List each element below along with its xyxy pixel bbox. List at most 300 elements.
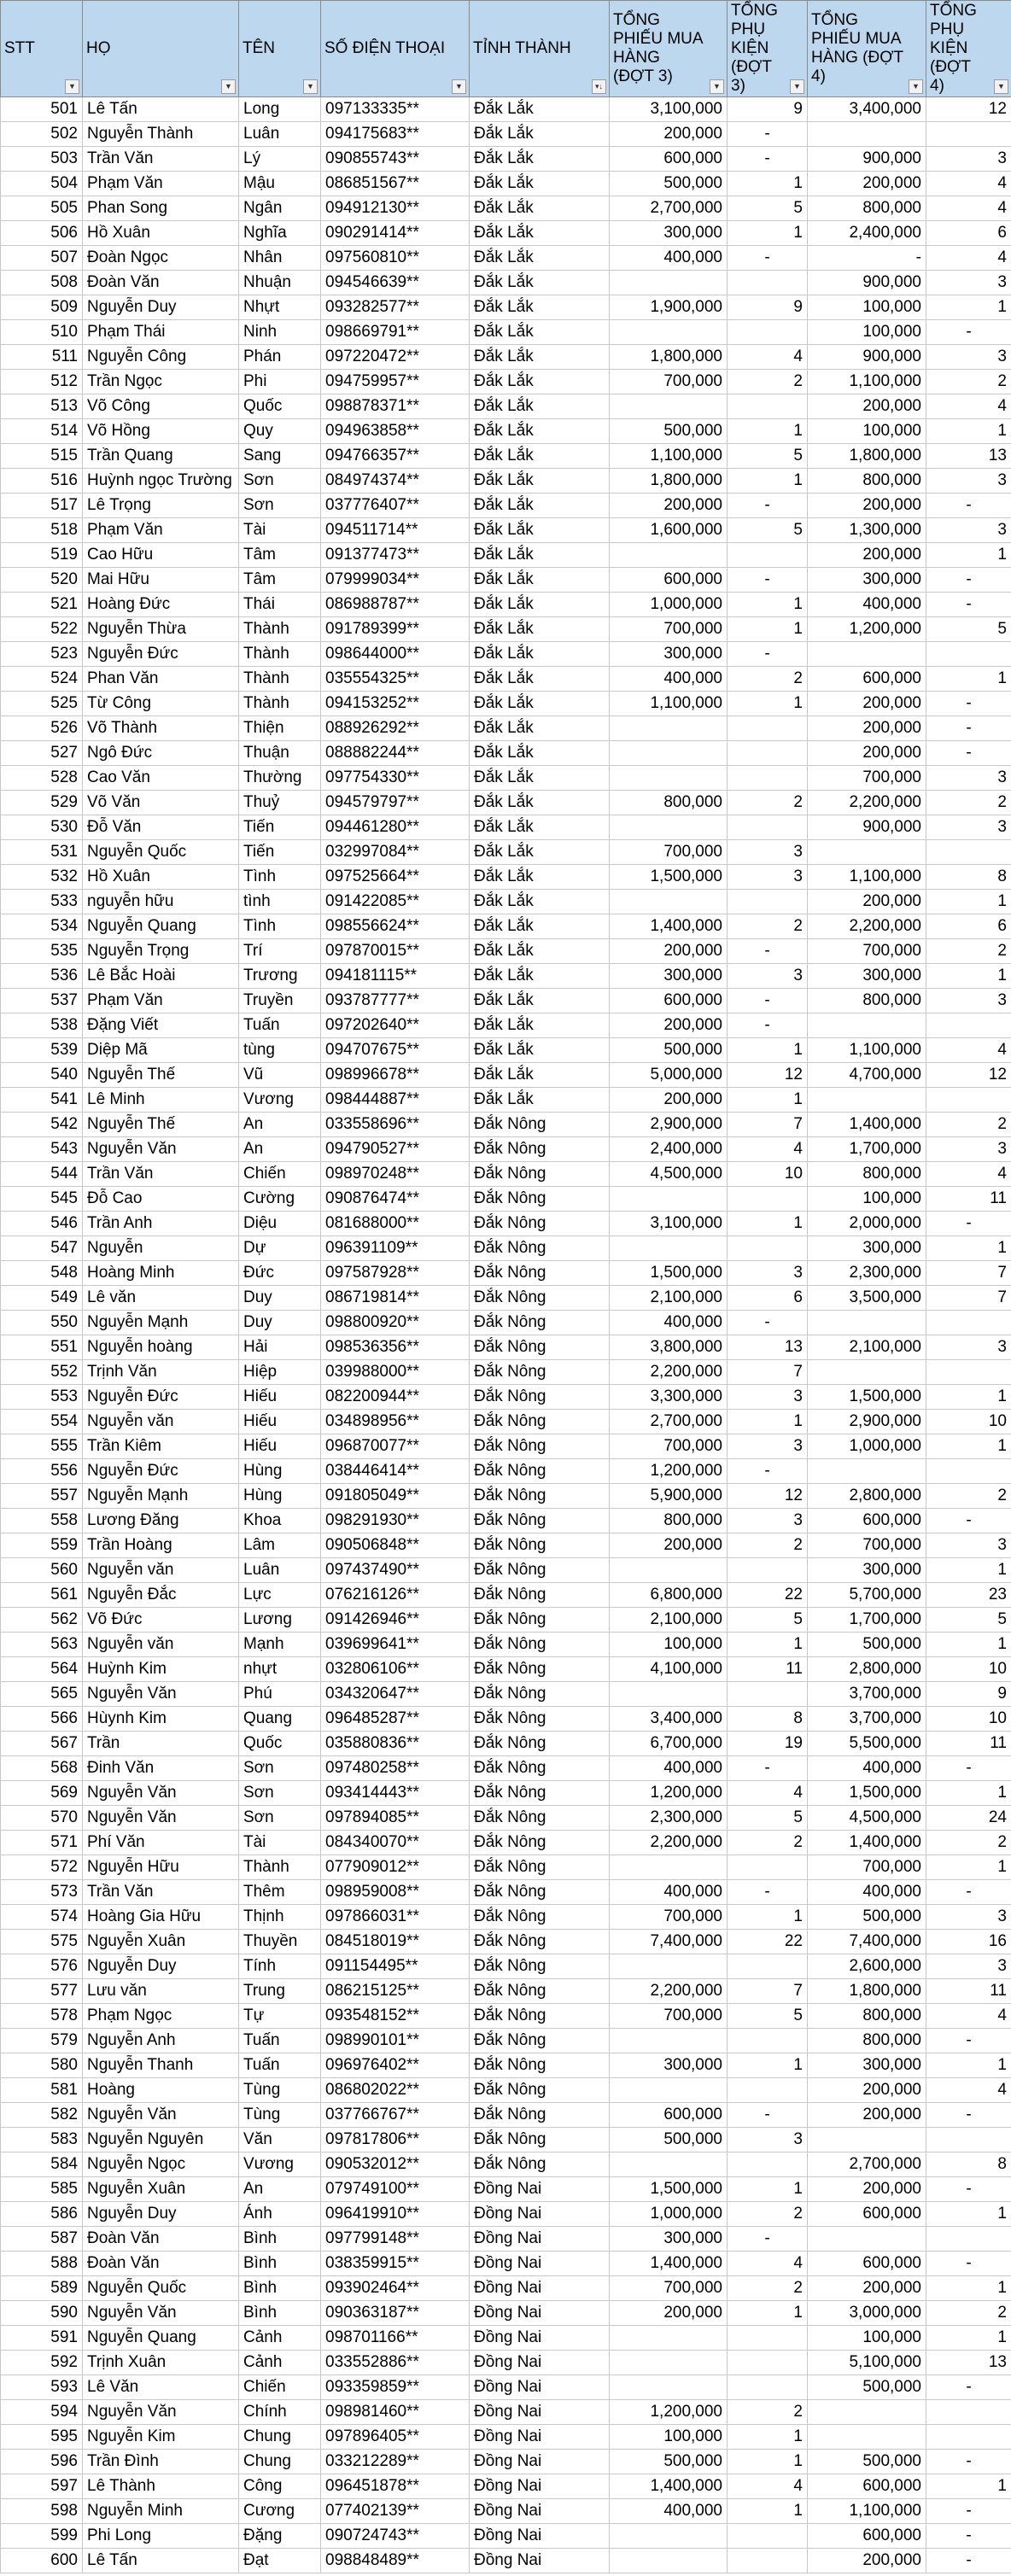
cell-phu-kien-dot4[interactable]: 16 <box>926 1930 1011 1954</box>
cell-phu-kien-dot3[interactable]: - <box>728 642 808 667</box>
filter-dropdown-icon[interactable]: ▼ <box>790 79 804 94</box>
cell-ten[interactable]: Thuyền <box>239 1930 321 1954</box>
cell-so-dien-thoai[interactable]: 094912130** <box>321 196 470 221</box>
cell-ten[interactable]: Hiệp <box>239 1360 321 1385</box>
cell-phu-kien-dot4[interactable]: 12 <box>926 1063 1011 1088</box>
cell-ten[interactable]: Tài <box>239 518 321 543</box>
cell-so-dien-thoai[interactable]: 094766357** <box>321 444 470 469</box>
cell-phu-kien-dot3[interactable] <box>728 394 808 419</box>
cell-ho[interactable]: Hoàng Minh <box>83 1261 239 1286</box>
cell-tinh-thanh[interactable]: Đắk Nông <box>470 2078 610 2103</box>
cell-phu-kien-dot3[interactable]: 3 <box>728 1261 808 1286</box>
cell-so-dien-thoai[interactable]: 098644000** <box>321 642 470 667</box>
cell-so-dien-thoai[interactable]: 094546639** <box>321 271 470 295</box>
cell-phu-kien-dot4[interactable]: 3 <box>926 1533 1011 1558</box>
cell-phieu-dot4[interactable]: 200,000 <box>808 741 926 766</box>
cell-phieu-dot4[interactable]: 200,000 <box>808 2549 926 2573</box>
cell-phu-kien-dot4[interactable] <box>926 2128 1011 2153</box>
cell-phieu-dot4[interactable]: 1,800,000 <box>808 444 926 469</box>
cell-phu-kien-dot4[interactable]: 3 <box>926 815 1011 840</box>
cell-ten[interactable]: Tự <box>239 2004 321 2029</box>
cell-stt[interactable]: 537 <box>1 989 83 1013</box>
cell-tinh-thanh[interactable]: Đắk Lắk <box>470 147 610 172</box>
cell-phieu-dot3[interactable]: 1,500,000 <box>610 1261 728 1286</box>
cell-phieu-dot4[interactable]: 2,200,000 <box>808 791 926 815</box>
cell-so-dien-thoai[interactable]: 090532012** <box>321 2153 470 2177</box>
cell-phieu-dot3[interactable] <box>610 1236 728 1261</box>
cell-phieu-dot4[interactable] <box>808 1311 926 1335</box>
cell-ho[interactable]: Phạm Văn <box>83 172 239 196</box>
cell-so-dien-thoai[interactable]: 039988000** <box>321 1360 470 1385</box>
cell-phu-kien-dot3[interactable]: 1 <box>728 2301 808 2326</box>
cell-ten[interactable]: Thuỷ <box>239 791 321 815</box>
cell-phu-kien-dot4[interactable]: - <box>926 2177 1011 2202</box>
cell-tinh-thanh[interactable]: Đắk Lắk <box>470 419 610 444</box>
cell-ten[interactable]: Phú <box>239 1682 321 1707</box>
cell-phu-kien-dot4[interactable]: 3 <box>926 1954 1011 1979</box>
cell-phieu-dot4[interactable]: 200,000 <box>808 494 926 518</box>
cell-ho[interactable]: Đoàn Văn <box>83 2252 239 2276</box>
cell-stt[interactable]: 580 <box>1 2053 83 2078</box>
cell-ten[interactable]: Ninh <box>239 320 321 345</box>
cell-ho[interactable]: Phí Văn <box>83 1831 239 1855</box>
cell-so-dien-thoai[interactable]: 097220472** <box>321 345 470 370</box>
cell-ho[interactable]: Nguyễn Duy <box>83 2202 239 2227</box>
cell-phieu-dot4[interactable]: 600,000 <box>808 667 926 692</box>
cell-stt[interactable]: 519 <box>1 543 83 568</box>
cell-phieu-dot4[interactable]: 600,000 <box>808 2202 926 2227</box>
cell-ten[interactable]: Thịnh <box>239 1905 321 1930</box>
cell-phu-kien-dot3[interactable] <box>728 1558 808 1583</box>
cell-phieu-dot4[interactable] <box>808 122 926 147</box>
cell-stt[interactable]: 569 <box>1 1781 83 1806</box>
cell-so-dien-thoai[interactable]: 097202640** <box>321 1013 470 1038</box>
cell-phieu-dot4[interactable]: 1,100,000 <box>808 2499 926 2524</box>
cell-phu-kien-dot3[interactable] <box>728 890 808 914</box>
cell-phu-kien-dot3[interactable]: 13 <box>728 1335 808 1360</box>
cell-phieu-dot3[interactable]: 700,000 <box>610 2276 728 2301</box>
cell-so-dien-thoai[interactable]: 076216126** <box>321 1583 470 1608</box>
cell-phu-kien-dot4[interactable]: - <box>926 568 1011 593</box>
cell-ho[interactable]: Nguyễn Quang <box>83 2326 239 2351</box>
cell-tinh-thanh[interactable]: Đắk Nông <box>470 1806 610 1831</box>
cell-phieu-dot3[interactable]: 3,800,000 <box>610 1335 728 1360</box>
cell-phu-kien-dot4[interactable]: 1 <box>926 1236 1011 1261</box>
cell-phieu-dot3[interactable] <box>610 1558 728 1583</box>
cell-phieu-dot4[interactable]: 5,500,000 <box>808 1732 926 1756</box>
cell-ten[interactable]: Văn <box>239 2128 321 2153</box>
cell-phieu-dot4[interactable]: 100,000 <box>808 419 926 444</box>
filter-dropdown-icon[interactable]: ▼ <box>909 79 923 94</box>
cell-stt[interactable]: 549 <box>1 1286 83 1311</box>
cell-ho[interactable]: Nguyễn Thành <box>83 122 239 147</box>
cell-phu-kien-dot3[interactable]: 4 <box>728 1781 808 1806</box>
cell-phieu-dot3[interactable]: 7,400,000 <box>610 1930 728 1954</box>
cell-phu-kien-dot4[interactable]: 4 <box>926 2004 1011 2029</box>
cell-phieu-dot3[interactable] <box>610 320 728 345</box>
cell-phu-kien-dot3[interactable]: 22 <box>728 1930 808 1954</box>
cell-stt[interactable]: 582 <box>1 2103 83 2128</box>
cell-stt[interactable]: 566 <box>1 1707 83 1732</box>
cell-stt[interactable]: 539 <box>1 1038 83 1063</box>
cell-phieu-dot4[interactable]: 200,000 <box>808 890 926 914</box>
cell-ten[interactable]: Bình <box>239 2227 321 2252</box>
cell-ho[interactable]: Nguyễn Minh <box>83 2499 239 2524</box>
cell-phu-kien-dot3[interactable] <box>728 2351 808 2375</box>
cell-ho[interactable]: Nguyễn Đức <box>83 1385 239 1410</box>
cell-phu-kien-dot3[interactable] <box>728 2153 808 2177</box>
cell-ten[interactable]: Quốc <box>239 1732 321 1756</box>
cell-phieu-dot4[interactable]: 200,000 <box>808 2078 926 2103</box>
cell-stt[interactable]: 561 <box>1 1583 83 1608</box>
cell-ten[interactable]: Tâm <box>239 543 321 568</box>
cell-tinh-thanh[interactable]: Đắk Lắk <box>470 791 610 815</box>
cell-phieu-dot4[interactable]: 600,000 <box>808 2474 926 2499</box>
cell-phu-kien-dot4[interactable]: 10 <box>926 1410 1011 1434</box>
cell-phieu-dot4[interactable]: 4,500,000 <box>808 1806 926 1831</box>
cell-phieu-dot3[interactable]: 1,100,000 <box>610 444 728 469</box>
cell-ten[interactable]: Thành <box>239 1855 321 1880</box>
cell-phu-kien-dot4[interactable]: 2 <box>926 1113 1011 1137</box>
cell-phieu-dot3[interactable] <box>610 2524 728 2549</box>
cell-phieu-dot4[interactable]: 500,000 <box>808 1633 926 1657</box>
cell-tinh-thanh[interactable]: Đắk Lắk <box>470 196 610 221</box>
cell-phu-kien-dot3[interactable]: 1 <box>728 2177 808 2202</box>
cell-ho[interactable]: Cao Văn <box>83 766 239 791</box>
cell-stt[interactable]: 598 <box>1 2499 83 2524</box>
cell-phieu-dot4[interactable]: 300,000 <box>808 1558 926 1583</box>
cell-ho[interactable]: Nguyễn Duy <box>83 1954 239 1979</box>
cell-phu-kien-dot3[interactable]: 7 <box>728 1113 808 1137</box>
cell-ten[interactable]: Lương <box>239 1608 321 1633</box>
cell-phieu-dot4[interactable]: 4,700,000 <box>808 1063 926 1088</box>
cell-so-dien-thoai[interactable]: 097817806** <box>321 2128 470 2153</box>
cell-ho[interactable]: Lê Văn <box>83 2375 239 2400</box>
cell-stt[interactable]: 584 <box>1 2153 83 2177</box>
cell-phu-kien-dot4[interactable] <box>926 2425 1011 2450</box>
cell-so-dien-thoai[interactable]: 097866031** <box>321 1905 470 1930</box>
cell-tinh-thanh[interactable]: Đắk Nông <box>470 2029 610 2053</box>
cell-tinh-thanh[interactable]: Đắk Nông <box>470 1707 610 1732</box>
cell-phu-kien-dot4[interactable]: - <box>926 2549 1011 2573</box>
cell-phu-kien-dot4[interactable]: 10 <box>926 1657 1011 1682</box>
cell-phieu-dot4[interactable]: 700,000 <box>808 1855 926 1880</box>
cell-so-dien-thoai[interactable]: 086851567** <box>321 172 470 196</box>
cell-phieu-dot3[interactable]: 200,000 <box>610 1088 728 1113</box>
cell-phieu-dot4[interactable]: 1,100,000 <box>808 370 926 394</box>
cell-ho[interactable]: Đặng Viết <box>83 1013 239 1038</box>
cell-phu-kien-dot3[interactable]: 3 <box>728 1434 808 1459</box>
cell-phu-kien-dot3[interactable]: 4 <box>728 345 808 370</box>
cell-phu-kien-dot3[interactable] <box>728 2029 808 2053</box>
cell-ten[interactable]: Thái <box>239 593 321 617</box>
cell-so-dien-thoai[interactable]: 035880836** <box>321 1732 470 1756</box>
cell-ten[interactable]: Hiếu <box>239 1434 321 1459</box>
cell-phu-kien-dot4[interactable]: 1 <box>926 543 1011 568</box>
cell-phu-kien-dot3[interactable]: - <box>728 1013 808 1038</box>
cell-phieu-dot3[interactable]: 200,000 <box>610 122 728 147</box>
cell-so-dien-thoai[interactable]: 094511714** <box>321 518 470 543</box>
cell-stt[interactable]: 595 <box>1 2425 83 2450</box>
cell-phieu-dot3[interactable]: 1,000,000 <box>610 593 728 617</box>
cell-stt[interactable]: 536 <box>1 964 83 989</box>
cell-phu-kien-dot4[interactable]: 3 <box>926 345 1011 370</box>
cell-phu-kien-dot4[interactable] <box>926 642 1011 667</box>
cell-phu-kien-dot3[interactable]: 2 <box>728 667 808 692</box>
cell-phu-kien-dot3[interactable] <box>728 1855 808 1880</box>
cell-tinh-thanh[interactable]: Đồng Nai <box>470 2499 610 2524</box>
cell-phu-kien-dot3[interactable] <box>728 271 808 295</box>
cell-ho[interactable]: Hoàng Đức <box>83 593 239 617</box>
cell-phieu-dot4[interactable]: 400,000 <box>808 593 926 617</box>
cell-phu-kien-dot4[interactable]: 1 <box>926 295 1011 320</box>
cell-stt[interactable]: 513 <box>1 394 83 419</box>
cell-ho[interactable]: Nguyễn Văn <box>83 2103 239 2128</box>
cell-stt[interactable]: 533 <box>1 890 83 914</box>
cell-tinh-thanh[interactable]: Đắk Nông <box>470 1484 610 1509</box>
cell-phieu-dot3[interactable] <box>610 815 728 840</box>
cell-ten[interactable]: Sơn <box>239 1756 321 1781</box>
cell-phieu-dot3[interactable] <box>610 1682 728 1707</box>
cell-so-dien-thoai[interactable]: 098990101** <box>321 2029 470 2053</box>
cell-ho[interactable]: Nguyễn Quốc <box>83 2276 239 2301</box>
cell-so-dien-thoai[interactable]: 086802022** <box>321 2078 470 2103</box>
cell-so-dien-thoai[interactable]: 097799148** <box>321 2227 470 2252</box>
filter-dropdown-icon[interactable]: ▼ <box>994 79 1008 94</box>
cell-tinh-thanh[interactable]: Đắk Nông <box>470 1979 610 2004</box>
cell-ten[interactable]: Hiếu <box>239 1410 321 1434</box>
cell-phieu-dot3[interactable] <box>610 766 728 791</box>
cell-phieu-dot3[interactable]: 400,000 <box>610 667 728 692</box>
column-header-ho[interactable] <box>83 1 239 97</box>
cell-phu-kien-dot4[interactable]: 5 <box>926 617 1011 642</box>
cell-phu-kien-dot4[interactable]: - <box>926 2524 1011 2549</box>
cell-phieu-dot4[interactable]: 700,000 <box>808 1533 926 1558</box>
cell-so-dien-thoai[interactable]: 077909012** <box>321 1855 470 1880</box>
cell-phu-kien-dot3[interactable] <box>728 543 808 568</box>
cell-phu-kien-dot4[interactable]: 4 <box>926 394 1011 419</box>
cell-phu-kien-dot4[interactable]: - <box>926 593 1011 617</box>
cell-ten[interactable]: Công <box>239 2474 321 2499</box>
cell-phu-kien-dot3[interactable]: - <box>728 2227 808 2252</box>
cell-tinh-thanh[interactable]: Đồng Nai <box>470 2524 610 2549</box>
cell-phu-kien-dot4[interactable]: 23 <box>926 1583 1011 1608</box>
cell-ho[interactable]: Hồ Xuân <box>83 865 239 890</box>
cell-phu-kien-dot4[interactable]: 10 <box>926 1707 1011 1732</box>
cell-so-dien-thoai[interactable]: 039699641** <box>321 1633 470 1657</box>
cell-so-dien-thoai[interactable]: 033552886** <box>321 2351 470 2375</box>
cell-phieu-dot3[interactable]: 600,000 <box>610 989 728 1013</box>
cell-ho[interactable]: Phan Song <box>83 196 239 221</box>
cell-ten[interactable]: Thành <box>239 692 321 716</box>
cell-phieu-dot3[interactable] <box>610 394 728 419</box>
cell-phu-kien-dot4[interactable]: 4 <box>926 1038 1011 1063</box>
cell-ten[interactable]: Chung <box>239 2425 321 2450</box>
cell-ho[interactable]: Nguyễn Thế <box>83 1113 239 1137</box>
cell-ho[interactable]: Nguyễn hoàng <box>83 1335 239 1360</box>
cell-stt[interactable]: 530 <box>1 815 83 840</box>
cell-stt[interactable]: 589 <box>1 2276 83 2301</box>
cell-stt[interactable]: 573 <box>1 1880 83 1905</box>
cell-ho[interactable]: Nguyễn Trọng <box>83 939 239 964</box>
cell-phu-kien-dot4[interactable]: 1 <box>926 2326 1011 2351</box>
cell-ten[interactable]: Long <box>239 97 321 122</box>
cell-stt[interactable]: 506 <box>1 221 83 246</box>
cell-phu-kien-dot3[interactable]: 5 <box>728 518 808 543</box>
cell-ho[interactable]: Lê Bắc Hoài <box>83 964 239 989</box>
cell-ho[interactable]: nguyễn hữu <box>83 890 239 914</box>
cell-so-dien-thoai[interactable]: 098800920** <box>321 1311 470 1335</box>
cell-phieu-dot4[interactable]: 200,000 <box>808 716 926 741</box>
cell-ho[interactable]: Phan Văn <box>83 667 239 692</box>
cell-phieu-dot3[interactable]: 500,000 <box>610 2128 728 2153</box>
cell-tinh-thanh[interactable]: Đắk Lắk <box>470 394 610 419</box>
cell-phu-kien-dot3[interactable]: 4 <box>728 2252 808 2276</box>
cell-stt[interactable]: 556 <box>1 1459 83 1484</box>
cell-phieu-dot3[interactable]: 700,000 <box>610 617 728 642</box>
cell-phu-kien-dot4[interactable]: 3 <box>926 1137 1011 1162</box>
cell-ten[interactable]: nhựt <box>239 1657 321 1682</box>
cell-so-dien-thoai[interactable]: 097587928** <box>321 1261 470 1286</box>
cell-phu-kien-dot4[interactable]: - <box>926 2252 1011 2276</box>
cell-stt[interactable]: 543 <box>1 1137 83 1162</box>
cell-phu-kien-dot3[interactable]: 4 <box>728 2474 808 2499</box>
cell-tinh-thanh[interactable]: Đắk Nông <box>470 1137 610 1162</box>
cell-ten[interactable]: Sang <box>239 444 321 469</box>
cell-ho[interactable]: Ngô Đức <box>83 741 239 766</box>
cell-so-dien-thoai[interactable]: 088926292** <box>321 716 470 741</box>
cell-phieu-dot3[interactable]: 1,800,000 <box>610 345 728 370</box>
cell-phieu-dot4[interactable]: 3,500,000 <box>808 1286 926 1311</box>
cell-tinh-thanh[interactable]: Đắk Nông <box>470 1633 610 1657</box>
cell-phieu-dot4[interactable] <box>808 1459 926 1484</box>
cell-stt[interactable]: 524 <box>1 667 83 692</box>
cell-ho[interactable]: Hoàng <box>83 2078 239 2103</box>
cell-phu-kien-dot4[interactable]: 3 <box>926 989 1011 1013</box>
cell-phieu-dot4[interactable] <box>808 2400 926 2425</box>
cell-phieu-dot3[interactable] <box>610 1954 728 1979</box>
cell-ten[interactable]: Tiến <box>239 815 321 840</box>
cell-ten[interactable]: Thành <box>239 642 321 667</box>
cell-tinh-thanh[interactable]: Đắk Lắk <box>470 939 610 964</box>
cell-phieu-dot4[interactable]: 800,000 <box>808 2029 926 2053</box>
cell-phu-kien-dot4[interactable] <box>926 1459 1011 1484</box>
cell-stt[interactable]: 570 <box>1 1806 83 1831</box>
cell-phu-kien-dot3[interactable] <box>728 766 808 791</box>
cell-phu-kien-dot4[interactable]: 6 <box>926 221 1011 246</box>
cell-so-dien-thoai[interactable]: 077402139** <box>321 2499 470 2524</box>
cell-phieu-dot4[interactable]: 900,000 <box>808 147 926 172</box>
cell-phieu-dot4[interactable]: 500,000 <box>808 2450 926 2474</box>
cell-ten[interactable]: Chiến <box>239 1162 321 1187</box>
cell-so-dien-thoai[interactable]: 032997084** <box>321 840 470 865</box>
cell-phu-kien-dot4[interactable]: 1 <box>926 1855 1011 1880</box>
cell-phu-kien-dot4[interactable]: 8 <box>926 2153 1011 2177</box>
cell-phu-kien-dot4[interactable]: - <box>926 2103 1011 2128</box>
cell-tinh-thanh[interactable]: Đồng Nai <box>470 2375 610 2400</box>
cell-tinh-thanh[interactable]: Đắk Nông <box>470 2103 610 2128</box>
cell-phu-kien-dot4[interactable]: 3 <box>926 469 1011 494</box>
cell-phu-kien-dot3[interactable]: 2 <box>728 1831 808 1855</box>
cell-phu-kien-dot3[interactable]: 22 <box>728 1583 808 1608</box>
cell-phu-kien-dot3[interactable]: 1 <box>728 469 808 494</box>
cell-so-dien-thoai[interactable]: 088882244** <box>321 741 470 766</box>
cell-tinh-thanh[interactable]: Đắk Lắk <box>470 271 610 295</box>
cell-phieu-dot4[interactable]: 3,400,000 <box>808 97 926 122</box>
cell-stt[interactable]: 532 <box>1 865 83 890</box>
cell-ho[interactable]: Trịnh Văn <box>83 1360 239 1385</box>
cell-ten[interactable]: Nhựt <box>239 295 321 320</box>
cell-phu-kien-dot4[interactable]: 11 <box>926 1732 1011 1756</box>
cell-phu-kien-dot4[interactable]: - <box>926 2029 1011 2053</box>
cell-phu-kien-dot3[interactable] <box>728 2375 808 2400</box>
cell-phieu-dot4[interactable] <box>808 1013 926 1038</box>
cell-phu-kien-dot3[interactable]: 2 <box>728 1533 808 1558</box>
cell-phu-kien-dot3[interactable]: 1 <box>728 1905 808 1930</box>
cell-stt[interactable]: 534 <box>1 914 83 939</box>
cell-phu-kien-dot3[interactable]: 7 <box>728 1979 808 2004</box>
cell-ho[interactable]: Nguyễn Đức <box>83 642 239 667</box>
cell-ten[interactable]: Luân <box>239 1558 321 1583</box>
cell-ho[interactable]: Đỗ Cao <box>83 1187 239 1212</box>
cell-phu-kien-dot4[interactable]: - <box>926 741 1011 766</box>
cell-so-dien-thoai[interactable]: 091422085** <box>321 890 470 914</box>
cell-phieu-dot3[interactable] <box>610 741 728 766</box>
cell-ho[interactable]: Nguyễn Văn <box>83 1806 239 1831</box>
cell-phieu-dot4[interactable]: 1,500,000 <box>808 1385 926 1410</box>
cell-ten[interactable]: Chiến <box>239 2375 321 2400</box>
cell-phieu-dot3[interactable]: 400,000 <box>610 2499 728 2524</box>
cell-ho[interactable]: Lê Minh <box>83 1088 239 1113</box>
cell-so-dien-thoai[interactable]: 091426946** <box>321 1608 470 1633</box>
cell-stt[interactable]: 529 <box>1 791 83 815</box>
cell-ho[interactable]: Đinh Văn <box>83 1756 239 1781</box>
cell-ho[interactable]: Nguyễn Văn <box>83 1137 239 1162</box>
cell-phu-kien-dot3[interactable]: 1 <box>728 1038 808 1063</box>
cell-phu-kien-dot4[interactable]: 7 <box>926 1286 1011 1311</box>
cell-tinh-thanh[interactable]: Đồng Nai <box>470 2326 610 2351</box>
cell-ho[interactable]: Lưu văn <box>83 1979 239 2004</box>
cell-stt[interactable]: 528 <box>1 766 83 791</box>
cell-phieu-dot4[interactable]: 200,000 <box>808 394 926 419</box>
cell-tinh-thanh[interactable]: Đắk Nông <box>470 1434 610 1459</box>
cell-phu-kien-dot3[interactable]: 1 <box>728 1088 808 1113</box>
cell-tinh-thanh[interactable]: Đồng Nai <box>470 2276 610 2301</box>
cell-phieu-dot4[interactable]: 700,000 <box>808 766 926 791</box>
cell-phu-kien-dot4[interactable] <box>926 122 1011 147</box>
cell-ten[interactable]: An <box>239 1113 321 1137</box>
cell-so-dien-thoai[interactable]: 096976402** <box>321 2053 470 2078</box>
cell-phieu-dot4[interactable]: 1,400,000 <box>808 1831 926 1855</box>
cell-phieu-dot4[interactable]: 800,000 <box>808 989 926 1013</box>
cell-ho[interactable]: Hồ Xuân <box>83 221 239 246</box>
cell-ho[interactable]: Phạm Văn <box>83 989 239 1013</box>
cell-so-dien-thoai[interactable]: 097896405** <box>321 2425 470 2450</box>
cell-tinh-thanh[interactable]: Đắk Nông <box>470 1410 610 1434</box>
cell-phieu-dot4[interactable]: 1,500,000 <box>808 1781 926 1806</box>
cell-tinh-thanh[interactable]: Đắk Nông <box>470 1261 610 1286</box>
cell-phu-kien-dot4[interactable]: - <box>926 1212 1011 1236</box>
cell-phu-kien-dot4[interactable]: 4 <box>926 246 1011 271</box>
cell-so-dien-thoai[interactable]: 098970248** <box>321 1162 470 1187</box>
cell-phu-kien-dot3[interactable]: 1 <box>728 2053 808 2078</box>
cell-stt[interactable]: 541 <box>1 1088 83 1113</box>
cell-tinh-thanh[interactable]: Đắk Nông <box>470 1855 610 1880</box>
cell-ten[interactable]: Tuấn <box>239 2053 321 2078</box>
cell-ho[interactable]: Nguyễn Hữu <box>83 1855 239 1880</box>
cell-phu-kien-dot4[interactable] <box>926 2400 1011 2425</box>
cell-ten[interactable]: An <box>239 2177 321 2202</box>
